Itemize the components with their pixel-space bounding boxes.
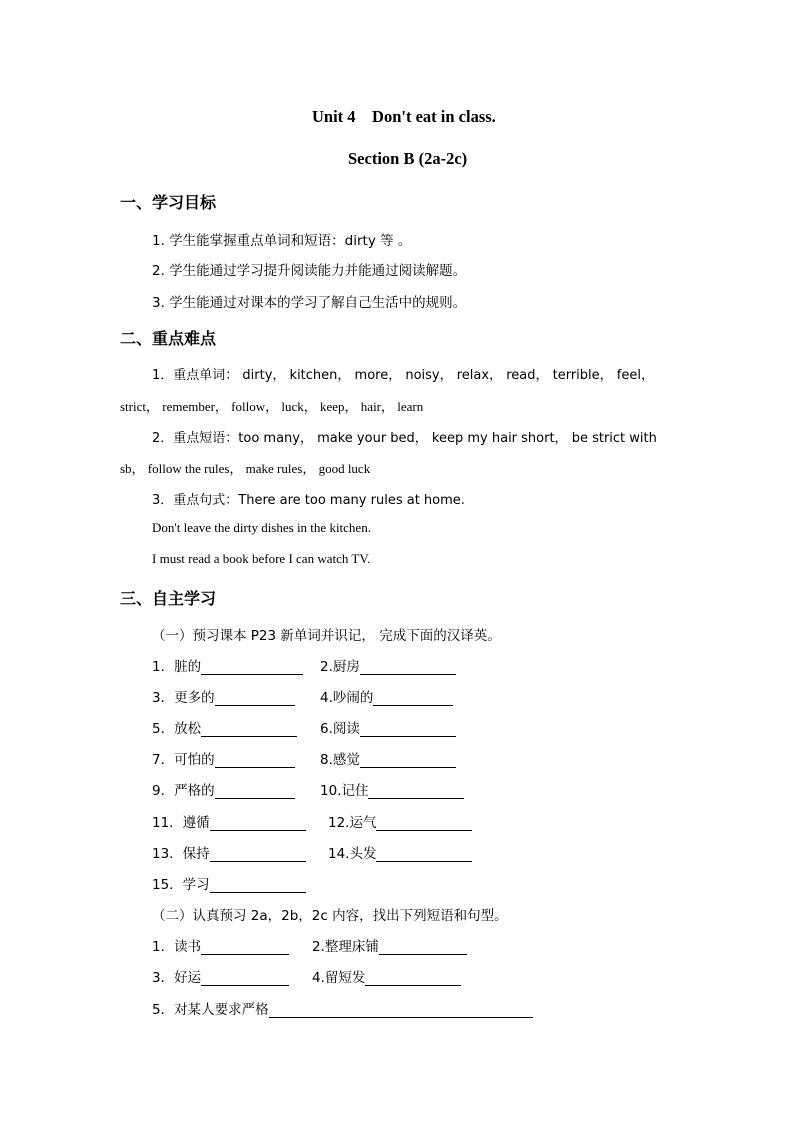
answer-blank[interactable] (365, 971, 461, 986)
vocab-item (152, 811, 306, 831)
key-sentences-line: 3．重点句式：There are too many rules at home. (152, 493, 465, 508)
phrase-label: 2.整理床铺 (312, 939, 379, 955)
answer-blank[interactable] (379, 940, 467, 955)
page-title: Unit 4 Don't eat in class. (312, 107, 496, 126)
phrase-label: 3．好运 (152, 970, 202, 986)
phrase-label: 1．读书 (152, 939, 202, 955)
vocab-label: 7．可怕的 (152, 752, 215, 768)
phrase-item (152, 998, 533, 1018)
vocab-item (152, 842, 306, 862)
page-subtitle: Section B (2a-2c) (348, 149, 468, 168)
phrase-label: 4.留短发 (312, 970, 366, 986)
answer-blank[interactable] (376, 847, 472, 862)
part1-intro: （一）预习课本 P23 新单词并识记， 完成下面的汉译英。 (152, 628, 501, 644)
answer-blank[interactable] (215, 691, 295, 706)
answer-blank[interactable] (215, 753, 295, 768)
phrase-item (312, 935, 467, 955)
vocab-label: 1．脏的 (152, 659, 202, 675)
vocab-item (320, 686, 453, 706)
vocab-item (152, 717, 297, 737)
key-phrases-line: 2．重点短语：too many， make your bed， keep my hair short， be strict with (152, 431, 657, 446)
answer-blank[interactable] (360, 722, 456, 737)
vocab-item (152, 779, 295, 799)
answer-blank[interactable] (201, 971, 289, 986)
vocab-label: 5．放松 (152, 721, 202, 737)
goal-item: 2. 学生能通过学习提升阅读能力并能通过阅读解题。 (152, 263, 467, 279)
vocab-label: 2.厨房 (320, 659, 360, 675)
answer-blank[interactable] (210, 878, 306, 893)
answer-blank[interactable] (269, 1003, 533, 1018)
vocab-label: 12.运气 (328, 815, 377, 831)
answer-blank[interactable] (210, 816, 306, 831)
vocab-item (320, 717, 456, 737)
section-heading-goals: 一、学习目标 (120, 193, 217, 212)
answer-blank[interactable] (201, 660, 303, 675)
part2-intro: （二）认真预习 2a，2b，2c 内容，找出下列短语和句型。 (152, 908, 508, 924)
vocab-label: 4.吵闹的 (320, 690, 374, 706)
answer-blank[interactable] (360, 753, 456, 768)
key-words-line: 1．重点单词： dirty， kitchen， more， noisy， relax， read， terrible， feel， (152, 368, 654, 383)
answer-blank[interactable] (201, 940, 289, 955)
section-heading-key-points: 二、重点难点 (120, 329, 217, 348)
vocab-item (152, 873, 306, 893)
answer-blank[interactable] (373, 691, 453, 706)
vocab-item (152, 686, 295, 706)
answer-blank[interactable] (201, 722, 297, 737)
vocab-label: 11．遵循 (152, 815, 210, 831)
answer-blank[interactable] (376, 816, 472, 831)
vocab-label: 15．学习 (152, 877, 210, 893)
vocab-label: 8.感觉 (320, 752, 360, 768)
vocab-label: 3．更多的 (152, 690, 215, 706)
phrase-item (312, 966, 461, 986)
vocab-item (320, 779, 464, 799)
goal-item: 3. 学生能通过对课本的学习了解自己生活中的规则。 (152, 295, 467, 311)
vocab-item (328, 811, 472, 831)
answer-blank[interactable] (368, 784, 464, 799)
vocab-label: 9．严格的 (152, 783, 215, 799)
section-heading-self-study: 三、自主学习 (120, 589, 217, 608)
goal-item: 1. 学生能掌握重点单词和短语：dirty 等 。 (152, 233, 412, 249)
vocab-item (152, 748, 295, 768)
vocab-item (320, 748, 456, 768)
vocab-label: 14.头发 (328, 846, 377, 862)
answer-blank[interactable] (210, 847, 306, 862)
vocab-label: 10.记住 (320, 783, 369, 799)
phrase-item (152, 966, 289, 986)
key-sentences-line: I must read a book before I can watch TV. (152, 551, 371, 566)
answer-blank[interactable] (215, 784, 295, 799)
phrase-item (152, 935, 289, 955)
phrase-label: 5．对某人要求严格 (152, 1002, 269, 1018)
vocab-label: 13．保持 (152, 846, 210, 862)
key-sentences-line: Don't leave the dirty dishes in the kitchen. (152, 520, 371, 535)
key-words-line: strict， remember， follow， luck， keep， hair， learn (120, 399, 424, 414)
vocab-label: 6.阅读 (320, 721, 360, 737)
answer-blank[interactable] (360, 660, 456, 675)
vocab-item (320, 655, 456, 675)
vocab-item (152, 655, 303, 675)
key-phrases-line: sb， follow the rules， make rules， good luck (120, 461, 371, 476)
vocab-item (328, 842, 472, 862)
